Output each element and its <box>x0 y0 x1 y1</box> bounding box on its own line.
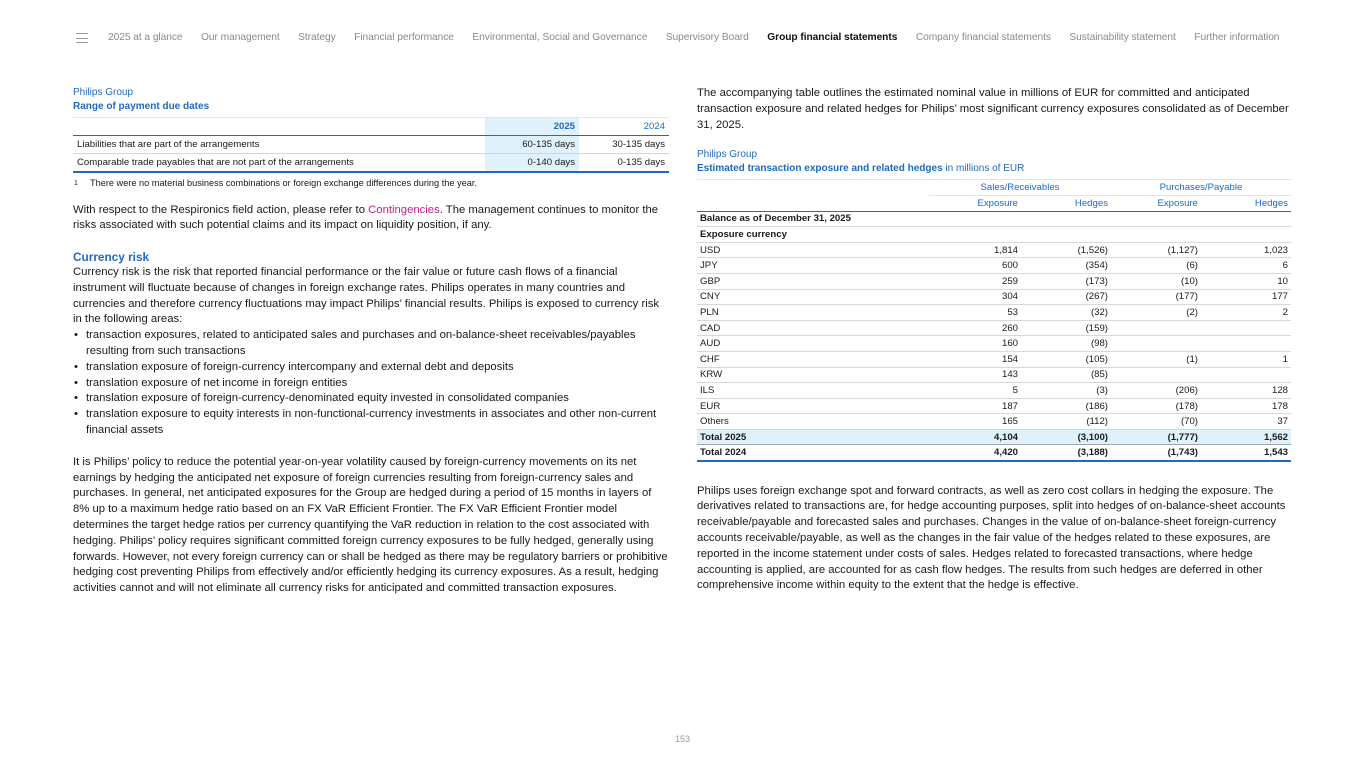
cell-purchases-hedges <box>1201 367 1291 383</box>
cell-sales-hedges: (98) <box>1021 336 1111 352</box>
cell-purchases-exposure: (206) <box>1111 383 1201 399</box>
currency-label: CHF <box>697 351 929 367</box>
currency-label: Others <box>697 414 929 430</box>
fx-table-caption-title <box>697 162 1291 176</box>
table-row <box>697 398 1291 414</box>
list-item: • translation exposure of net income in foreign entities <box>73 376 669 392</box>
cell-sales-hedges: (1,526) <box>1021 242 1111 258</box>
table-header-2025: 2025 <box>485 118 579 136</box>
table-header-empty <box>697 195 929 211</box>
currency-label: USD <box>697 242 929 258</box>
left-column <box>73 86 669 597</box>
fx-table-caption-group: Philips Group <box>697 149 758 161</box>
nav-item-supervisory-board[interactable]: Supervisory Board <box>665 31 749 43</box>
transaction-exposure-table <box>697 179 1291 461</box>
hamburger-menu-icon[interactable] <box>76 33 88 43</box>
cell-sales-hedges: (173) <box>1021 273 1111 289</box>
cell-sales-hedges: (3,100) <box>1021 429 1111 445</box>
nav-item-financial-performance[interactable]: Financial performance <box>354 31 454 43</box>
cell-purchases-hedges: 1,543 <box>1201 445 1291 461</box>
section-row-balance <box>697 211 1291 227</box>
table-row <box>697 414 1291 430</box>
cell-sales-exposure: 4,104 <box>929 429 1021 445</box>
cell-purchases-exposure: (10) <box>1111 273 1201 289</box>
cell-sales-hedges: (112) <box>1021 414 1111 430</box>
currency-risk-list <box>73 328 669 439</box>
cell-sales-hedges: (186) <box>1021 398 1111 414</box>
cell-purchases-exposure: (178) <box>1111 398 1201 414</box>
table-row <box>697 242 1291 258</box>
payment-table-caption-title: Range of payment due dates <box>73 101 210 112</box>
nav-item-further-information[interactable]: Further information <box>1194 31 1280 43</box>
table-header-2024: 2024 <box>579 118 669 136</box>
hedging-policy-paragraph: It is Philips’ policy to reduce the potential year-on-year volatility caused by foreign-currency movements on its net earnings by hedging the anticipated net exposure of foreign currencies resulting from foreign-currency sales and purchases. In general, net anticipated exposures for the Group are hedged during a period of 15 months in layers of 8% up to a maximum hedge ratio based on an FX VaR Efficient Frontier. The FX VaR Efficient Frontier model determines the target hedge ratios per currency quantifying the VaR reduction in relation to the cost associated with hedging. Philips’ policy requires significant committed foreign currency exposures to be fully hedged, generally using forwards. However, not every foreign currency can or shall be hedged as there may be regulatory barriers or prohibitive hedging cost preventing Philips from effectively and/or efficiently hedging its currency exposures. As a result, hedging activities cannot and will not eliminate all currency risks for anticipated and committed transaction exposures. <box>73 455 668 595</box>
currency-label: EUR <box>697 398 929 414</box>
page-number: 153 <box>674 734 691 744</box>
currency-label: ILS <box>697 383 929 399</box>
header-purchases-exposure: Exposure <box>1111 195 1201 211</box>
respironics-text-before: With respect to the Respironics field action, please refer to <box>73 203 369 216</box>
header-sales-exposure: Exposure <box>929 195 1021 211</box>
cell-2025: 0-140 days <box>485 154 579 172</box>
cell-purchases-exposure: (2) <box>1111 305 1201 321</box>
fx-table-caption <box>697 148 1291 176</box>
header-purchases-payable: Purchases/Payable <box>1111 180 1291 196</box>
cell-sales-exposure: 4,420 <box>929 445 1021 461</box>
fx-table-unit: in millions of EUR <box>942 163 1025 175</box>
nav-item-at-a-glance[interactable]: 2025 at a glance <box>108 31 183 43</box>
header-sales-hedges: Hedges <box>1021 195 1111 211</box>
cell-purchases-exposure <box>1111 367 1201 383</box>
cell-sales-hedges: (3,188) <box>1021 445 1111 461</box>
nav-item-our-management[interactable]: Our management <box>201 31 280 43</box>
cell-sales-exposure: 160 <box>929 336 1021 352</box>
list-item: • translation exposure of foreign-currency intercompany and external debt and deposits <box>73 360 669 376</box>
cell-sales-exposure: 165 <box>929 414 1021 430</box>
total-2024-row <box>697 445 1291 461</box>
row-label: Comparable trade payables that are not part of the arrangements <box>73 154 485 172</box>
cell-sales-hedges: (159) <box>1021 320 1111 336</box>
cell-sales-exposure: 5 <box>929 383 1021 399</box>
cell-purchases-hedges: 178 <box>1201 398 1291 414</box>
cell-purchases-hedges: 128 <box>1201 383 1291 399</box>
cell-purchases-hedges <box>1201 320 1291 336</box>
table-row <box>697 289 1291 305</box>
currency-label: KRW <box>697 367 929 383</box>
currency-label: JPY <box>697 258 929 274</box>
cell-sales-exposure: 260 <box>929 320 1021 336</box>
total-2025-row <box>697 429 1291 445</box>
table-header-row <box>73 118 669 136</box>
cell-purchases-hedges: 177 <box>1201 289 1291 305</box>
cell-purchases-hedges: 2 <box>1201 305 1291 321</box>
table-row <box>73 154 669 172</box>
hedge-accounting-paragraph: Philips uses foreign exchange spot and forward contracts, as well as zero cost collars in hedging the exposure. The derivatives related to transactions are, for hedge accounting purposes, split into hedges of on-balance-sheet accounts receivable/payable and forecasted sales and purchases. Changes in the value of on-balance-sheet foreign-currency accounts receivable/payable, as well as the changes in the fair value of the hedges related to these exposures, are reported in the income statement under costs of sales. Hedges related to forecasted transactions, where hedge accounting is applied, are accounted for as cash flow hedges. The results from such hedges are deferred in other comprehensive income within equity to the extent that the hedge is effective. <box>697 484 1286 592</box>
cell-sales-exposure: 600 <box>929 258 1021 274</box>
list-item: • translation exposure to equity interests in non-functional-currency investments in associates and other non-current financial assets <box>73 407 669 439</box>
cell-sales-hedges: (105) <box>1021 351 1111 367</box>
cell-2024: 30-135 days <box>579 136 669 154</box>
section-row-exposure-currency <box>697 227 1291 243</box>
currency-label: AUD <box>697 336 929 352</box>
cell-purchases-exposure <box>1111 336 1201 352</box>
cell-purchases-exposure: (1) <box>1111 351 1201 367</box>
list-item: • transaction exposures, related to anticipated sales and purchases and on-balance-sheet receivables/payables resulting from such transactions <box>73 328 669 360</box>
cell-purchases-exposure: (70) <box>1111 414 1201 430</box>
payment-due-dates-table <box>73 117 669 173</box>
nav-item-esg[interactable]: Environmental, Social and Governance <box>472 31 648 43</box>
row-label: Liabilities that are part of the arrangements <box>73 136 485 154</box>
table-header-empty <box>73 118 485 136</box>
table-row <box>697 320 1291 336</box>
footnote-text: There were no material business combinations or foreign exchange differences during the year. <box>90 177 477 188</box>
payment-table-caption-group: Philips Group <box>73 87 134 98</box>
currency-risk-intro: Currency risk is the risk that reported financial performance or the fair value or future cash flows of a financial instrument will fluctuate because of changes in foreign exchange rates. Philips operates in many countries and currencies and therefore currency fluctuations may impact Philips’ financial results. Philips is exposed to currency risk in the following areas: <box>73 266 660 326</box>
table-row <box>697 258 1291 274</box>
cell-sales-exposure: 259 <box>929 273 1021 289</box>
table-header-empty <box>697 180 929 196</box>
section-label: Balance as of December 31, 2025 <box>697 211 1291 227</box>
currency-label: CAD <box>697 320 929 336</box>
cell-sales-hedges: (32) <box>1021 305 1111 321</box>
cell-sales-hedges: (354) <box>1021 258 1111 274</box>
list-item: • translation exposure of foreign-currency-denominated equity invested in consolidated companies <box>73 391 669 407</box>
nav-item-strategy[interactable]: Strategy <box>298 31 336 43</box>
cell-sales-exposure: 187 <box>929 398 1021 414</box>
total-label: Total 2024 <box>697 445 929 461</box>
nav-item-company-financial-statements[interactable]: Company financial statements <box>915 31 1051 43</box>
cell-purchases-hedges <box>1201 336 1291 352</box>
respironics-text-after: . The management continues to monitor the risks associated with such potential claims and its impact on liquidity position, if any. <box>73 203 659 232</box>
cell-purchases-hedges: 1 <box>1201 351 1291 367</box>
subsection-label: Exposure currency <box>697 227 1291 243</box>
fx-table-title: Estimated transaction exposure and related hedges <box>697 163 943 175</box>
currency-label: PLN <box>697 305 929 321</box>
fx-table-intro-paragraph: The accompanying table outlines the estimated nominal value in millions of EUR for committed and anticipated transaction exposure and related hedges for Philips’ most significant currency exposures consolidated as of December 31, 2025. <box>697 87 1289 131</box>
table-row <box>697 273 1291 289</box>
table-row <box>697 351 1291 367</box>
table-row <box>73 136 669 154</box>
respironics-paragraph <box>73 203 669 235</box>
contingencies-link[interactable]: Contingencies <box>368 203 440 216</box>
header-purchases-hedges: Hedges <box>1201 195 1291 211</box>
cell-purchases-exposure: (6) <box>1111 258 1201 274</box>
table-row <box>697 336 1291 352</box>
cell-purchases-hedges: 10 <box>1201 273 1291 289</box>
cell-sales-exposure: 143 <box>929 367 1021 383</box>
nav-item-sustainability-statement[interactable]: Sustainability statement <box>1069 31 1176 43</box>
nav-item-group-financial-statements[interactable]: Group financial statements <box>767 31 898 43</box>
cell-sales-exposure: 304 <box>929 289 1021 305</box>
cell-purchases-exposure: (1,127) <box>1111 242 1201 258</box>
cell-sales-hedges: (85) <box>1021 367 1111 383</box>
cell-purchases-hedges: 6 <box>1201 258 1291 274</box>
currency-risk-heading: Currency risk <box>73 250 150 265</box>
cell-purchases-exposure: (1,743) <box>1111 445 1201 461</box>
total-label: Total 2025 <box>697 429 929 445</box>
cell-sales-exposure: 53 <box>929 305 1021 321</box>
cell-purchases-exposure: (177) <box>1111 289 1201 305</box>
cell-purchases-exposure: (1,777) <box>1111 429 1201 445</box>
currency-label: CNY <box>697 289 929 305</box>
table-subheader-row <box>697 195 1291 211</box>
footnote-marker: 1 <box>74 179 78 187</box>
header-sales-receivables: Sales/Receivables <box>929 180 1111 196</box>
cell-purchases-exposure <box>1111 320 1201 336</box>
table-group-header-row <box>697 180 1291 196</box>
table-row <box>697 305 1291 321</box>
cell-purchases-hedges: 37 <box>1201 414 1291 430</box>
cell-purchases-hedges: 1,562 <box>1201 429 1291 445</box>
cell-sales-hedges: (267) <box>1021 289 1111 305</box>
cell-sales-exposure: 1,814 <box>929 242 1021 258</box>
cell-2025: 60-135 days <box>485 136 579 154</box>
right-column <box>697 86 1291 594</box>
cell-sales-hedges: (3) <box>1021 383 1111 399</box>
cell-2024: 0-135 days <box>579 154 669 172</box>
cell-purchases-hedges: 1,023 <box>1201 242 1291 258</box>
cell-sales-exposure: 154 <box>929 351 1021 367</box>
payment-table-footnote <box>73 177 669 190</box>
currency-label: GBP <box>697 273 929 289</box>
table-row <box>697 367 1291 383</box>
top-navigation <box>0 0 1365 74</box>
table-row <box>697 383 1291 399</box>
